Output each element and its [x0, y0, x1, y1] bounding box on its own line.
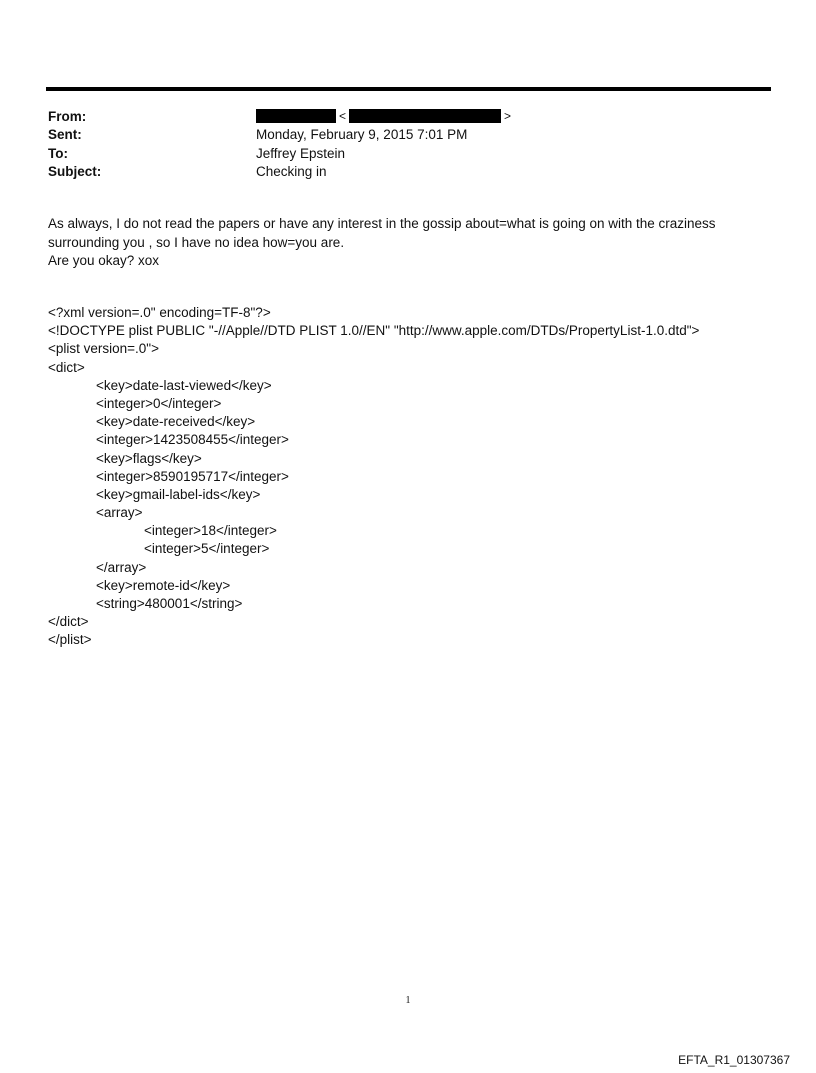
subject-label: Subject: [48, 164, 102, 180]
sent-row [48, 126, 748, 145]
xml-line: <array> [96, 505, 143, 521]
from-close-bracket: > [504, 109, 512, 124]
redacted-sender-name [256, 109, 336, 123]
to-label: To: [48, 145, 68, 161]
email-body [48, 215, 748, 271]
xml-line: </array> [96, 559, 147, 575]
from-open-bracket: < [339, 109, 347, 124]
xml-line: <dict> [48, 359, 85, 375]
header-rule [46, 87, 771, 91]
bates-number: EFTA_R1_01307367 [678, 1053, 790, 1067]
body-line-1: As always, I do not read the papers or have any interest in the gossip about=what is going on with the craziness [48, 216, 716, 231]
body-line-2: surrounding you , so I have no idea how=you are. [48, 234, 345, 250]
xml-line: <key>remote-id</key> [96, 577, 231, 593]
xml-line: <integer>0</integer> [96, 395, 222, 411]
xml-line: <plist version=.0"> [48, 341, 159, 357]
xml-line: <key>flags</key> [96, 450, 202, 466]
from-value [256, 109, 748, 123]
xml-line: <integer>8590195717</integer> [96, 468, 289, 484]
redacted-sender-email [349, 109, 501, 123]
xml-line: <?xml version=.0" encoding=TF-8"?> [48, 305, 271, 320]
subject-value: Checking in [256, 164, 327, 180]
body-line-3: Are you okay? xox [48, 253, 160, 268]
to-row [48, 144, 748, 163]
from-label: From: [48, 108, 87, 124]
xml-line: <!DOCTYPE plist PUBLIC "-//Apple//DTD PLIST 1.0//EN" "http://www.apple.com/DTDs/PropertyList-1.0.dtd"> [48, 323, 700, 339]
xml-line: </plist> [48, 632, 92, 648]
sent-value: Monday, February 9, 2015 7:01 PM [256, 127, 468, 143]
subject-row [48, 163, 748, 182]
xml-line: <integer>5</integer> [144, 541, 270, 557]
xml-line: <key>date-last-viewed</key> [96, 377, 272, 393]
xml-line: <key>date-received</key> [96, 414, 256, 430]
to-value: Jeffrey Epstein [256, 145, 346, 161]
email-header [48, 107, 748, 181]
sent-label: Sent: [48, 127, 82, 143]
xml-line: <integer>18</integer> [144, 523, 277, 539]
xml-line: <integer>1423508455</integer> [96, 432, 289, 448]
plist-xml-block [48, 304, 768, 650]
page-number: 1 [405, 995, 411, 1006]
xml-line: <key>gmail-label-ids</key> [96, 486, 261, 502]
from-row [48, 107, 748, 126]
xml-line: <string>480001</string> [96, 596, 243, 611]
xml-line: </dict> [48, 614, 89, 630]
